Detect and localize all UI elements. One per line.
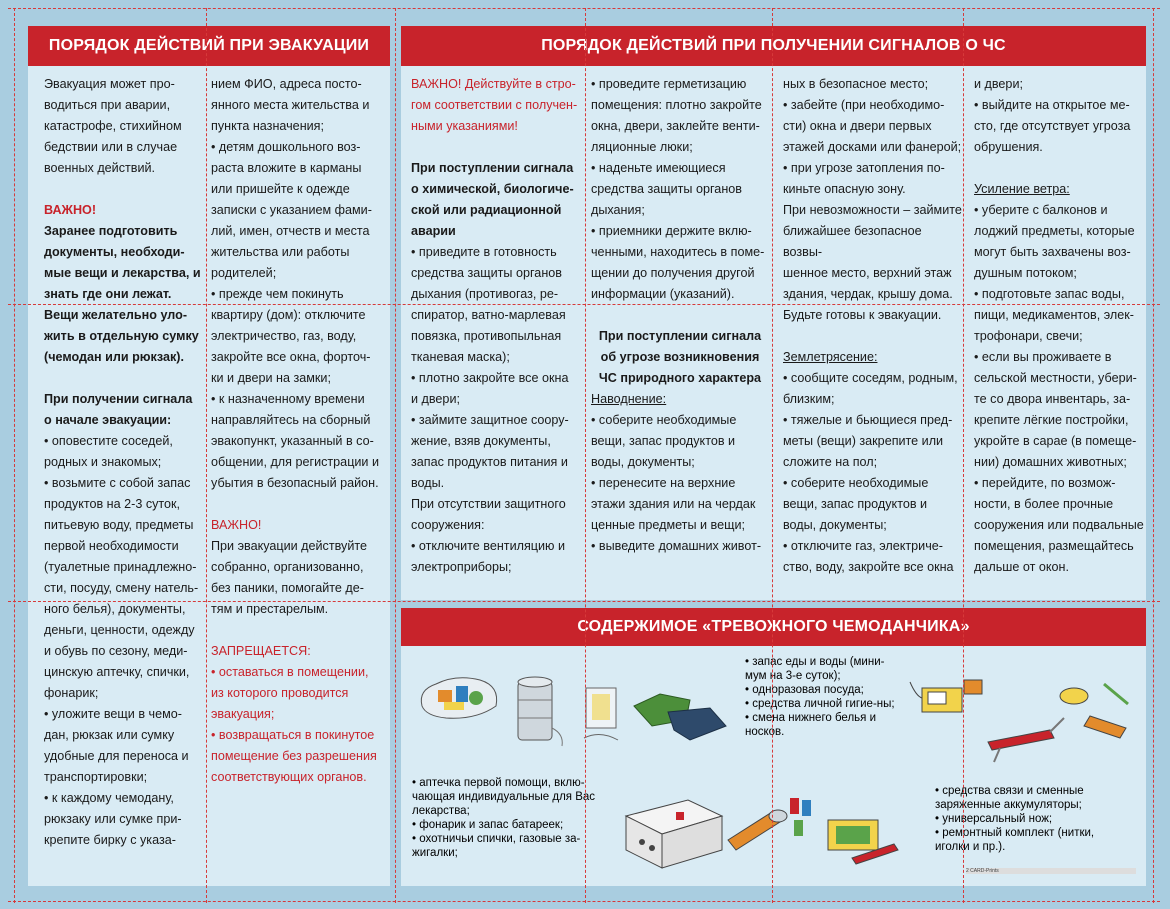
text-line: бедствии или в случае (44, 140, 178, 154)
text-line (411, 137, 587, 158)
text-line: • выйдите на открытое ме- (974, 98, 1130, 112)
list-item: • одноразовая посуда; (745, 683, 903, 697)
text-line: щении до получения другой (591, 266, 755, 280)
text-line: электроприборы; (411, 560, 512, 574)
text-line (44, 368, 209, 389)
text-line (591, 305, 769, 326)
text-line: Землетрясение: (783, 350, 878, 364)
text-line: • детям дошкольного воз- (211, 140, 361, 154)
text-line: • отключите газ, электриче- (783, 539, 943, 553)
text-line: сельской местности, убери- (974, 371, 1137, 385)
text-line: При получении сигнала (44, 392, 193, 406)
list-item: • аптечка первой помощи, вклю-чающая индивидуальные для Вас лекарства; (412, 776, 610, 818)
suitcase-list-medical (412, 776, 610, 860)
text-line: При поступлении сигнала (598, 329, 762, 343)
text-line: и обувь по сезону, меди- (44, 644, 188, 658)
text-line: тям и престарелым. (211, 602, 329, 616)
text-line: • если вы проживаете в (974, 350, 1112, 364)
text-line: Будьте готовы к эвакуации. (783, 308, 942, 322)
text-line: близким; (783, 392, 835, 406)
evacuation-column-1 (44, 74, 209, 851)
text-line: ВАЖНО! (211, 518, 262, 532)
text-line: жение, взяв документы, (411, 434, 551, 448)
text-line: могут быть захвачены воз- (974, 245, 1131, 259)
text-line: ных в безопасное место; (783, 77, 929, 91)
text-line: крепите бирку с указа- (44, 833, 176, 847)
text-line: повязка, противопыльная (411, 329, 562, 343)
signals-column-3 (783, 74, 963, 578)
text-line: фонарик; (44, 686, 99, 700)
suitcase-list-tools (935, 784, 1130, 854)
text-line: записки с указанием фами- (211, 203, 372, 217)
text-line: пищи, медикаментов, элек- (974, 308, 1134, 322)
text-line: и двери; (974, 77, 1023, 91)
evacuation-title: ПОРЯДОК ДЕЙСТВИЙ ПРИ ЭВАКУАЦИИ (28, 26, 390, 66)
text-line: из которого проводится (211, 686, 349, 700)
text-line: закройте все окна, форточ- (211, 350, 371, 364)
text-line: • займите защитное соору- (411, 413, 569, 427)
text-line: При поступлении сигнала (411, 161, 574, 175)
text-line: катастрофе, стихийном (44, 119, 182, 133)
text-line: • приемники держите вклю- (591, 224, 752, 238)
fold-line (1153, 8, 1154, 903)
fold-line (8, 901, 1160, 902)
text-line: нием ФИО, адреса посто- (211, 77, 362, 91)
text-line: дыхания; (591, 203, 645, 217)
text-line (211, 620, 386, 641)
text-line: Заранее подготовить (44, 224, 178, 238)
fold-line (963, 8, 964, 903)
text-line: окна, двери, заклейте венти- (591, 119, 760, 133)
text-line: шенное место, верхний этаж (783, 266, 952, 280)
text-line (974, 158, 1144, 179)
text-line: • выведите домашних живот- (591, 539, 762, 553)
text-line: ного белья), документы, (44, 602, 186, 616)
text-line: транспортировки; (44, 770, 148, 784)
signals-column-2 (591, 74, 769, 557)
printer-footer: 2 CARD-Prints (966, 868, 1136, 874)
text-line: средства защиты органов (591, 182, 742, 196)
text-line: • проведите герметизацию (591, 77, 747, 91)
text-line: об угрозе возникновения (600, 350, 760, 364)
text-line: • оставаться в помещении, (211, 665, 369, 679)
text-line (783, 326, 963, 347)
text-line: жительства или работы (211, 245, 350, 259)
text-line: дальше от окон. (974, 560, 1069, 574)
text-line: воды, документы; (783, 518, 887, 532)
text-line: ченными, находитесь в поме- (591, 245, 765, 259)
text-line: эвакуация; (211, 707, 275, 721)
text-line (44, 179, 209, 200)
text-line: обрушения. (974, 140, 1043, 154)
text-line: • наденьте имеющиеся (591, 161, 726, 175)
text-line: • соберите необходимые (783, 476, 929, 490)
fold-line (8, 8, 1160, 9)
text-line: При эвакуации действуйте (211, 539, 367, 553)
food-bag-illustration (416, 664, 502, 722)
text-line: сти, посуду, смену натель- (44, 581, 199, 595)
text-line: • соберите необходимые (591, 413, 737, 427)
text-line: помещения, размещайтесь (974, 539, 1134, 553)
text-line: удобные для переноса и (44, 749, 189, 763)
text-line: информации (указаний). (591, 287, 735, 301)
text-line: ными указаниями! (411, 119, 518, 133)
text-line: ВАЖНО! (44, 203, 97, 217)
text-line: рюкзаку или сумке при- (44, 812, 182, 826)
text-line: военных действий. (44, 161, 156, 175)
text-line: и двери; (411, 392, 460, 406)
text-line: • прежде чем покинуть (211, 287, 344, 301)
text-line: помещения: плотно закройте (591, 98, 762, 112)
text-line: спиратор, ватно-марлевая (411, 308, 566, 322)
suitcase-title: СОДЕРЖИМОЕ «ТРЕВОЖНОГО ЧЕМОДАНЧИКА» (401, 608, 1146, 646)
fold-line (585, 8, 586, 903)
text-line: дан, рюкзак или сумку (44, 728, 175, 742)
text-line: сти) окна и двери первых (783, 119, 932, 133)
text-line: раста вложите в карманы (211, 161, 362, 175)
text-line: квартиру (дом): отключите (211, 308, 366, 322)
signals-column-4 (974, 74, 1144, 578)
text-line (211, 494, 386, 515)
text-line: • перенесите на верхние (591, 476, 736, 490)
text-line: • к назначенному времени (211, 392, 365, 406)
text-line: Наводнение: (591, 392, 667, 406)
text-line: цинскую аптечку, спички, (44, 665, 190, 679)
text-line: или пришейте к одежде (211, 182, 350, 196)
text-line: Вещи желательно уло- (44, 308, 188, 322)
text-line: общении, для регистрации и (211, 455, 380, 469)
text-line: средства защиты органов (411, 266, 562, 280)
text-line: ляционные люки; (591, 140, 693, 154)
list-item: • запас еды и воды (мини-мум на 3-е суток); (745, 655, 903, 683)
text-line: • оповестите соседей, (44, 434, 173, 448)
text-line: гом соответствии с получен- (411, 98, 578, 112)
evacuation-column-2 (211, 74, 386, 788)
text-line: При отсутствии защитного (411, 497, 566, 511)
text-line: ской или радиационной (411, 203, 562, 217)
dishes-illustration (506, 668, 568, 752)
list-item: • фонарик и запас батареек; (412, 818, 610, 832)
text-line: ЧС природного характера (598, 371, 762, 385)
text-line: ки и двери на замки; (211, 371, 331, 385)
suitcase-list-food (745, 655, 903, 739)
text-line: • при угрозе затопления по- (783, 161, 945, 175)
text-line: • подготовьте запас воды, (974, 287, 1125, 301)
text-line: деньги, ценности, одежду (44, 623, 195, 637)
clothes-illustration (630, 690, 730, 746)
text-line: убытия в безопасный район. (211, 476, 379, 490)
text-line: ство, воду, закройте все окна (783, 560, 954, 574)
fold-line (395, 8, 396, 903)
text-line: документы, необходи- (44, 245, 185, 259)
text-line: эвакопункт, указанный в со- (211, 434, 374, 448)
text-line: воды, документы; (591, 455, 695, 469)
text-line: ценные предметы и вещи; (591, 518, 745, 532)
text-line: • сообщите соседям, родным, (783, 371, 958, 385)
text-line: направляйтесь на сборный (211, 413, 371, 427)
fold-line (14, 8, 15, 903)
text-line: электричество, газ, воду, (211, 329, 357, 343)
fold-line (8, 304, 1160, 305)
text-line: • плотно закройте все окна (411, 371, 569, 385)
text-line: ВАЖНО! Действуйте в стро- (411, 77, 576, 91)
signals-title: ПОРЯДОК ДЕЙСТВИЙ ПРИ ПОЛУЧЕНИИ СИГНАЛОВ О ЧС (401, 26, 1146, 66)
text-line: первой необходимости (44, 539, 179, 553)
list-item: • ремонтный комплект (нитки, иголки и пр.). (935, 826, 1130, 854)
text-line: • уложите вещи в чемо- (44, 707, 182, 721)
text-line: лий, имен, отчеств и места (211, 224, 370, 238)
text-line: • отключите вентиляцию и (411, 539, 566, 553)
first-aid-kit-illustration (618, 786, 730, 872)
text-line: сложите на пол; (783, 455, 878, 469)
list-item: • смена нижнего белья и носков. (745, 711, 903, 739)
text-line: родных и знакомых; (44, 455, 162, 469)
text-line: (туалетные принадлежно- (44, 560, 197, 574)
text-line: • приведите в готовность (411, 245, 557, 259)
text-line: дыхания (противогаз, ре- (411, 287, 559, 301)
text-line: душным потоком; (974, 266, 1077, 280)
text-line: без паники, помогайте де- (211, 581, 364, 595)
text-line: аварии (411, 224, 456, 238)
text-line: водиться при аварии, (44, 98, 171, 112)
list-item: • универсальный нож; (935, 812, 1130, 826)
list-item: • средства связи и сменные заряженные аккумуляторы; (935, 784, 1130, 812)
text-line: крепите лёгкие постройки, (974, 413, 1129, 427)
fold-line (8, 601, 1160, 602)
text-line: знать где они лежат. (44, 287, 172, 301)
text-line: ближайшее безопасное возвы- (783, 224, 922, 259)
text-line: лоджий предметы, которые (974, 224, 1135, 238)
matches-lighter-illustration (822, 806, 904, 868)
text-line: о начале эвакуации: (44, 413, 172, 427)
text-line: янного места жительства и (211, 98, 370, 112)
text-line: трофонари, свечи; (974, 329, 1083, 343)
text-line: • уберите с балконов и (974, 203, 1108, 217)
text-line: мые вещи и лекарства, и (44, 266, 201, 280)
text-line: • тяжелые и бьющиеся пред- (783, 413, 953, 427)
text-line: ности, в более прочные (974, 497, 1114, 511)
text-line: • забейте (при необходимо- (783, 98, 945, 112)
text-line: сооружения: (411, 518, 485, 532)
sewing-kit-illustration (1050, 676, 1134, 746)
text-line: этажей досками или фанерой; (783, 140, 962, 154)
text-line: продуктов на 2-3 суток, (44, 497, 181, 511)
text-line: жить в отдельную сумку (44, 329, 199, 343)
signals-column-1 (411, 74, 587, 578)
text-line: воды. (411, 476, 445, 490)
text-line: о химической, биологиче- (411, 182, 574, 196)
text-line: • перейдите, по возмож- (974, 476, 1116, 490)
text-line: здания, чердак, крышу дома. (783, 287, 953, 301)
text-line: помещение без разрешения (211, 749, 377, 763)
text-line: нии) домашних животных; (974, 455, 1127, 469)
text-line: этажи здания или на чердак (591, 497, 756, 511)
list-item: • средства личной гигие-ны; (745, 697, 903, 711)
text-line: • к каждому чемодану, (44, 791, 174, 805)
list-item: • охотничьи спички, газовые за-жигалки; (412, 832, 610, 860)
text-line: вещи, запас продуктов и (783, 497, 928, 511)
fold-line (206, 8, 207, 903)
text-line: (чемодан или рюкзак). (44, 350, 184, 364)
text-line: сто, где отсутствует угроза (974, 119, 1131, 133)
text-line: сооружения или подвальные (974, 518, 1144, 532)
text-line: укройте в сарае (в помеще- (974, 434, 1137, 448)
fold-line (772, 8, 773, 903)
text-line: • возвращаться в покинутое (211, 728, 375, 742)
text-line: пункта назначения; (211, 119, 324, 133)
text-line: При невозможности – займите (783, 203, 962, 217)
text-line: ЗАПРЕЩАЕТСЯ: (211, 644, 311, 658)
text-line: тканевая маска); (411, 350, 510, 364)
text-line: Эвакуация может про- (44, 77, 175, 91)
text-line: питьевую воду, предметы (44, 518, 194, 532)
text-line: киньте опасную зону. (783, 182, 906, 196)
text-line: те со двора инвентарь, за- (974, 392, 1131, 406)
text-line: собранно, организованно, (211, 560, 364, 574)
text-line: вещи, запас продуктов и (591, 434, 736, 448)
text-line: родителей; (211, 266, 277, 280)
text-line: соответствующих органов. (211, 770, 367, 784)
text-line: меты (вещи) закрепите или (783, 434, 944, 448)
text-line: запас продуктов питания и (411, 455, 568, 469)
text-line: • возьмите с собой запас (44, 476, 191, 490)
text-line: Усиление ветра: (974, 182, 1070, 196)
